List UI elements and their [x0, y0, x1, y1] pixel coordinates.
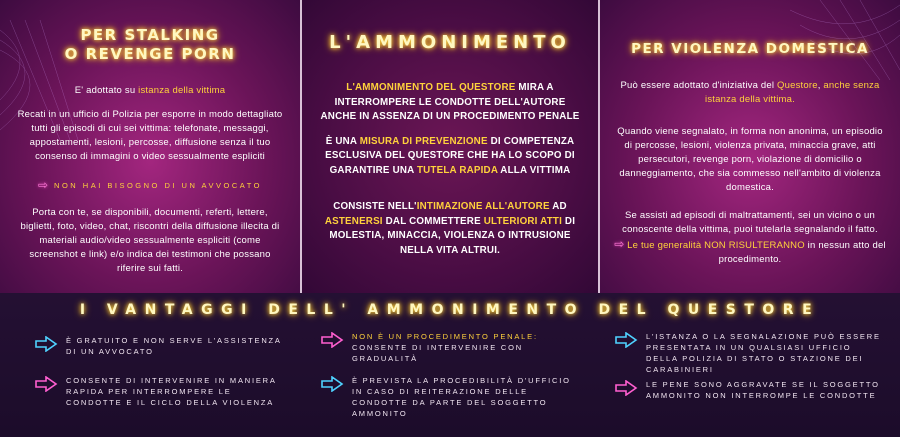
content-text-b: AD — [549, 201, 567, 212]
measure-text-b: DI COMPETENZA ESCLUSIVA DEL QUESTORE CHE HA LO SCOPO DI GARANTIRE UNA — [325, 135, 575, 176]
content-highlight-3: ULTERIORI ATTI — [483, 215, 562, 227]
content-text-a: CONSISTE NELL' — [333, 201, 417, 212]
stalking-intro-text: E' adottato su — [74, 85, 139, 96]
advantage-item — [34, 375, 284, 408]
neon-arrow-blue-icon — [34, 336, 58, 352]
stalking-intro-highlight: istanza della vittima — [138, 85, 226, 96]
advantage-text-body: CONSENTE DI INTERVENIRE CON GRADUALITÀ — [352, 343, 523, 363]
measure-highlight-2: TUTELA RAPIDA — [416, 164, 498, 176]
anonymity-text: in nessun atto del procedimento. — [718, 240, 886, 265]
advantage-item — [614, 379, 884, 401]
advantages-title: I VANTAGGI DELL' AMMONIMENTO DEL QUESTORE — [79, 302, 821, 318]
stalking-title-line2: O REVENGE PORN — [64, 45, 236, 63]
advantages-band — [0, 293, 900, 437]
no-lawyer-text: NON HAI BISOGNO DI UN AVVOCATO — [54, 180, 262, 190]
neon-arrow-pink-icon — [320, 332, 344, 348]
domestic-initiative — [614, 79, 886, 107]
advantage-text: È PREVISTA LA PROCEDIBILITÀ D'UFFICIO IN CASO DI REITERAZIONE DELLE CONDOTTE DA PARTE DEL SOGGETTO AMMONITO — [352, 376, 571, 418]
advantage-item — [614, 331, 884, 375]
stalking-column — [0, 0, 300, 293]
initiative-text-a: Può essere adottato d'iniziativa del — [620, 80, 778, 91]
anonymity-highlight: Le tue generalità NON RISULTERANNO — [627, 240, 805, 251]
pink-arrow-icon: ⇨ — [614, 237, 625, 251]
advantage-text: LE PENE SONO AGGRAVATE SE IL SOGGETTO AMMONITO NON INTERROMPE LE CONDOTTE — [646, 380, 880, 400]
advantage-text: È GRATUITO E NON SERVE L'ASSISTENZA DI UN AVVOCATO — [66, 336, 282, 356]
advantage-highlight: NON È UN PROCEDIMENTO PENALE: — [352, 332, 538, 341]
measure-text-a: È UNA — [325, 135, 360, 147]
ammonimento-column — [302, 0, 598, 293]
measure-text-c: ALLA VITTIMA — [497, 164, 571, 176]
ammonimento-measure — [316, 135, 584, 179]
stalking-title-line1: PER STALKING — [80, 26, 220, 44]
decorative-mesh-icon — [790, 0, 900, 80]
neon-arrow-blue-icon — [320, 376, 344, 392]
content-highlight-2: ASTENERSI — [324, 215, 383, 227]
ammonimento-purpose-text: MIRA A INTERROMPERE LE CONDOTTE DELL'AUTORE ANCHE IN ASSENZA DI UN PROCEDIMENTO PENALE — [320, 82, 580, 122]
stalking-documents: Porta con te, se disponibili, documenti, referti, lettere, biglietti, foto, video, chat, riscontri della diffusione illecita di materiali audio/video sessualmente espliciti (come screenshot e link) e/o indica dei testimoni che possano riferire sui fatti. — [20, 207, 280, 274]
initiative-text-b: , — [817, 80, 824, 91]
neon-arrow-pink-icon — [614, 380, 638, 396]
advantage-text: L'ISTANZA O LA SEGNALAZIONE PUÒ ESSERE PRESENTATA IN UN QUALSIASI UFFICIO DELLA POLIZIA DI STATO O STAZIONE DEI CARABINIERI — [646, 332, 881, 374]
content-text-d: DI MOLESTIA, MINACCIA, VIOLENZA O INTRUSIONE NELLA VITA ALTRUI. — [329, 215, 576, 256]
advantage-text: CONSENTE DI INTERVENIRE IN MANIERA RAPIDA PER INTERROMPERE LE CONDOTTE E IL CICLO DELLA VIOLENZA — [66, 376, 277, 407]
content-text-c: DAL COMMETTERE — [382, 215, 484, 227]
no-lawyer-note — [14, 178, 286, 192]
neon-arrow-blue-icon — [614, 332, 638, 348]
advantage-text — [352, 331, 580, 364]
ammonimento-title: L'AMMONIMENTO — [329, 32, 571, 53]
domestic-witness: Se assisti ad episodi di maltrattamenti, sei un vicino o un conoscente della vittima, puoi tutelarla segnalando il fatto. — [622, 210, 878, 235]
ammonimento-purpose — [316, 81, 584, 125]
advantage-item — [34, 335, 284, 357]
initiative-highlight-2: anche senza istanza della vittima. — [705, 80, 880, 105]
domestic-violence-title: PER VIOLENZA DOMESTICA — [631, 41, 869, 57]
measure-highlight-1: MISURA DI PREVENZIONE — [359, 135, 488, 147]
stalking-instructions: Recati in un ufficio di Polizia per esporre in modo dettagliato tutti gli episodi di cui sei vittima: telefonate, messaggi, appostamenti, lesioni, percosse, diffusione senza il tuo consenso di immagini o video sessualmente espliciti — [17, 109, 283, 162]
domestic-reporting: Quando viene segnalato, in forma non anonima, un episodio di percosse, lesioni, violenza privata, minaccia grave, atti persecutori, revenge porn, violazione di domicilio o danneggiamento, che sia commesso nell'ambito di violenza domestica. — [617, 126, 883, 193]
domestic-anonymity — [614, 237, 886, 267]
pink-arrow-icon: ⇨ — [37, 178, 49, 192]
advantage-item — [320, 331, 580, 364]
ammonimento-purpose-highlight: L'AMMONIMENTO DEL QUESTORE — [346, 82, 516, 93]
neon-arrow-pink-icon — [34, 376, 58, 392]
decorative-mesh-icon — [0, 20, 80, 140]
advantage-item — [320, 375, 580, 419]
initiative-highlight-1: Questore — [777, 80, 818, 91]
content-highlight-1: INTIMAZIONE ALL'AUTORE — [416, 201, 550, 212]
domestic-violence-column — [600, 0, 900, 293]
ammonimento-content — [316, 200, 584, 258]
